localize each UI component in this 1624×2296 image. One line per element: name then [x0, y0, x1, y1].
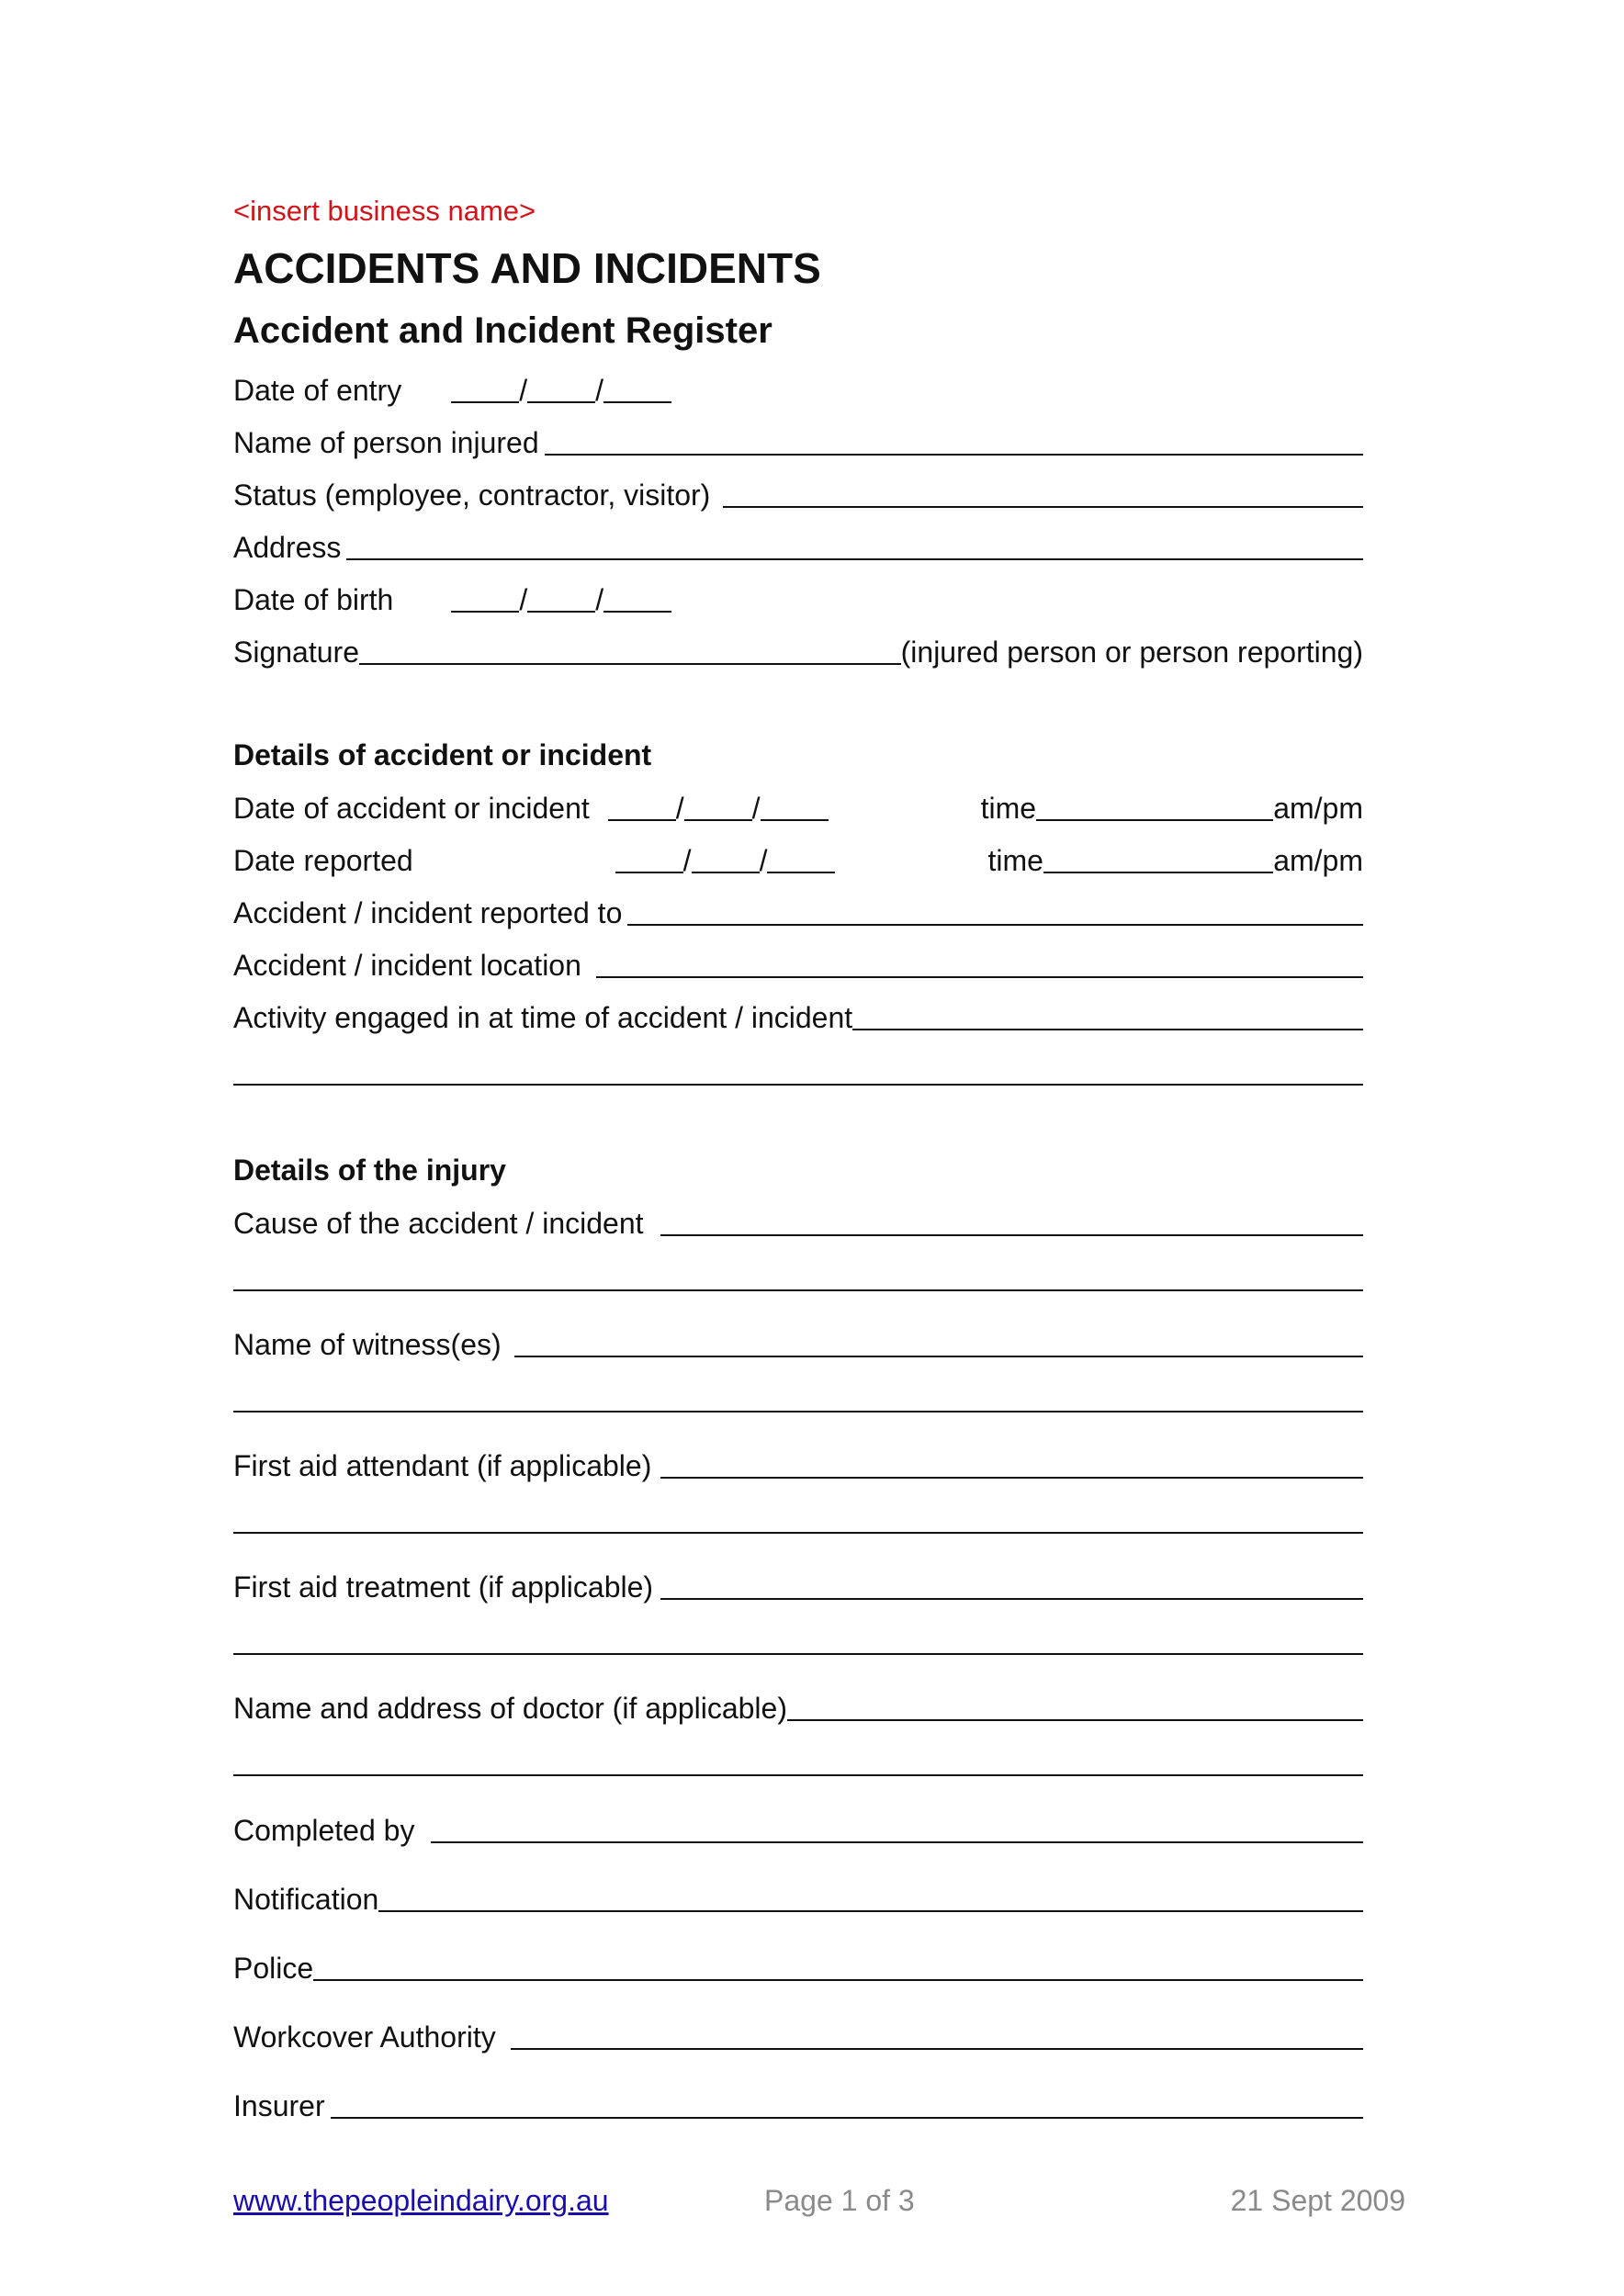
workcover-label: Workcover Authority: [233, 2020, 496, 2054]
cause-row: [233, 1205, 1363, 1242]
completed-by-field[interactable]: [431, 1841, 1363, 1843]
status-field[interactable]: [723, 506, 1363, 508]
name-injured-field[interactable]: [545, 454, 1363, 456]
form-page: [233, 0, 1405, 2296]
address-row: [233, 529, 1363, 566]
date-reported-row: [233, 842, 1363, 879]
doctor-label: Name and address of doctor (if applicable): [233, 1692, 787, 1725]
cause-label: Cause of the accident / incident: [233, 1207, 644, 1240]
first-aid-treatment-field[interactable]: [660, 1598, 1363, 1600]
witnesses-row: [233, 1326, 1363, 1363]
notification-field[interactable]: [378, 1910, 1363, 1912]
name-injured-label: Name of person injured: [233, 426, 539, 459]
first-aid-attendant-extra-line[interactable]: [233, 1532, 1363, 1534]
signature-row: [233, 634, 1363, 670]
insurer-row: [233, 2088, 1363, 2124]
activity-row: [233, 999, 1363, 1036]
location-label: Accident / incident location: [233, 949, 581, 982]
police-label: Police: [233, 1952, 314, 1985]
first-aid-attendant-label: First aid attendant (if applicable): [233, 1449, 652, 1482]
police-row: [233, 1950, 1363, 1986]
date-of-accident-field[interactable]: / /: [608, 790, 829, 827]
date-of-birth-label: Date of birth: [233, 583, 394, 616]
page-subtitle: Accident and Incident Register: [233, 310, 773, 351]
witnesses-label: Name of witness(es): [233, 1328, 502, 1361]
workcover-field[interactable]: [511, 2048, 1363, 2050]
page-footer: [233, 2184, 1405, 2221]
date-of-birth-row: [233, 581, 1363, 618]
date-of-accident-label: Date of accident or incident: [233, 792, 590, 825]
signature-label: Signature: [233, 636, 359, 669]
first-aid-treatment-extra-line[interactable]: [233, 1653, 1363, 1655]
doctor-field[interactable]: [787, 1719, 1363, 1721]
completed-by-row: [233, 1812, 1363, 1849]
notification-row: [233, 1881, 1363, 1918]
reported-to-label: Accident / incident reported to: [233, 896, 623, 929]
reported-time-label: time: [987, 844, 1043, 877]
date-reported-field[interactable]: / /: [615, 842, 836, 879]
cause-extra-line[interactable]: [233, 1289, 1363, 1291]
footer-date: 21 Sept 2009: [1230, 2184, 1405, 2217]
first-aid-attendant-row: [233, 1447, 1363, 1484]
business-name-placeholder: <insert business name>: [233, 195, 536, 227]
witnesses-extra-line[interactable]: [233, 1411, 1363, 1412]
doctor-extra-line[interactable]: [233, 1774, 1363, 1776]
activity-label: Activity engaged in at time of accident / incident: [233, 1001, 853, 1034]
police-field[interactable]: [313, 1979, 1363, 1981]
accident-time-field[interactable]: [1036, 819, 1273, 821]
address-label: Address: [233, 531, 342, 564]
cause-field[interactable]: [660, 1234, 1364, 1236]
reported-time-field[interactable]: [1043, 872, 1273, 873]
page-title: ACCIDENTS AND INCIDENTS: [233, 244, 821, 292]
injury-details-heading: Details of the injury: [233, 1154, 506, 1187]
workcover-row: [233, 2019, 1363, 2055]
date-of-entry-label: Date of entry: [233, 374, 402, 407]
status-row: [233, 477, 1363, 513]
witnesses-field[interactable]: [514, 1356, 1363, 1357]
insurer-label: Insurer: [233, 2089, 325, 2122]
status-label: Status (employee, contractor, visitor): [233, 478, 711, 512]
first-aid-treatment-row: [233, 1569, 1363, 1605]
accident-details-heading: Details of accident or incident: [233, 738, 652, 771]
location-row: [233, 947, 1363, 984]
reported-ampm: am/pm: [1273, 844, 1363, 877]
date-of-entry-row: [233, 372, 1363, 409]
date-of-birth-field[interactable]: / /: [451, 581, 671, 618]
signature-note: (injured person or person reporting): [900, 636, 1363, 669]
signature-field[interactable]: [359, 663, 901, 665]
accident-ampm: am/pm: [1273, 792, 1363, 825]
activity-extra-line[interactable]: [233, 1084, 1363, 1086]
footer-website-link[interactable]: www.thepeopleindairy.org.au: [233, 2184, 609, 2217]
doctor-row: [233, 1690, 1363, 1727]
name-injured-row: [233, 424, 1363, 461]
activity-field[interactable]: [852, 1029, 1363, 1030]
first-aid-treatment-label: First aid treatment (if applicable): [233, 1570, 654, 1604]
footer-page-number: Page 1 of 3: [764, 2184, 915, 2217]
location-field[interactable]: [596, 976, 1363, 978]
notification-label: Notification: [233, 1883, 379, 1916]
reported-to-field[interactable]: [627, 924, 1363, 926]
insurer-field[interactable]: [331, 2117, 1363, 2119]
address-field[interactable]: [346, 558, 1363, 560]
date-of-entry-field[interactable]: / /: [451, 372, 671, 409]
date-reported-label: Date reported: [233, 844, 413, 877]
first-aid-attendant-field[interactable]: [660, 1477, 1363, 1479]
reported-to-row: [233, 895, 1363, 931]
accident-time-label: time: [980, 792, 1037, 825]
completed-by-label: Completed by: [233, 1814, 415, 1847]
date-of-accident-row: [233, 790, 1363, 827]
